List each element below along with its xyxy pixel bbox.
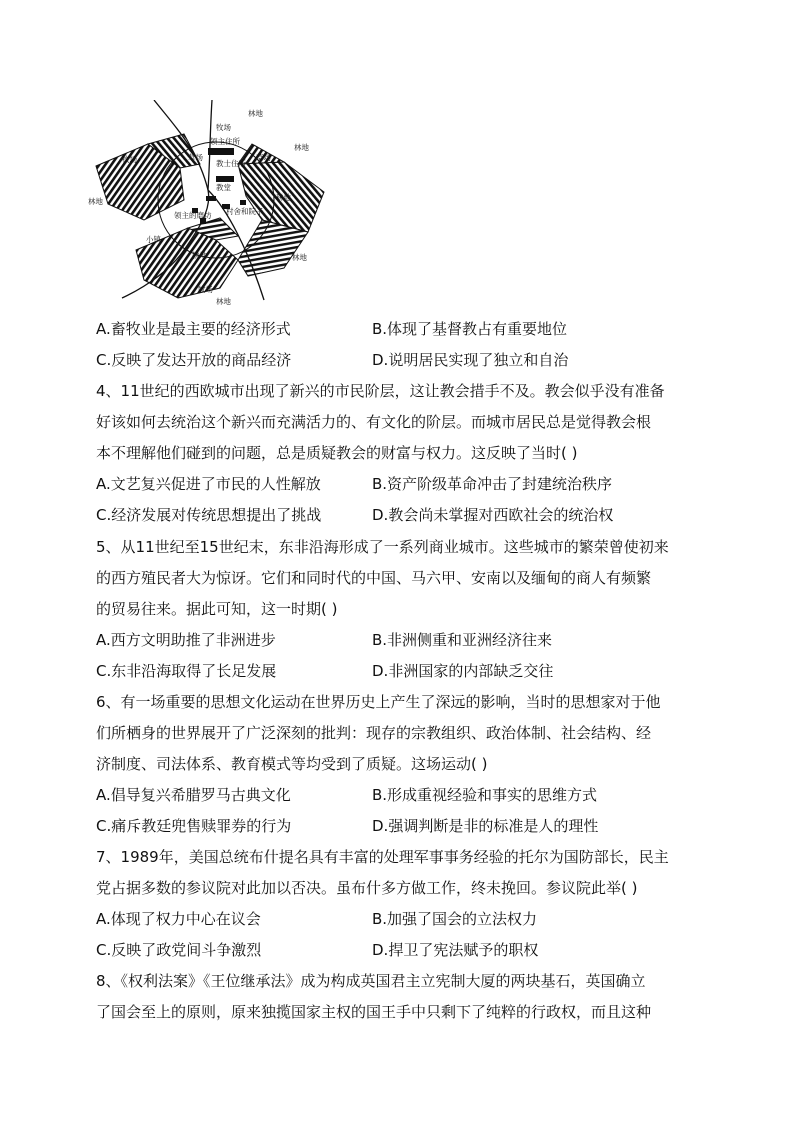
- q4-stem-line-1: 4、11世纪的西欧城市出现了新兴的市民阶层，这让教会措手不及。教会似乎没有准备: [96, 382, 665, 400]
- q5-stem-line-3: 的贸易往来。据此可知，这一时期( ): [96, 600, 338, 618]
- map-label-church: 教堂: [216, 183, 231, 192]
- q7-stem-line-2: 党占据多数的参议院对此加以否决。虽布什多方做工作，终未挽回。参议院此举( ): [96, 879, 638, 897]
- q7-option-a: A.体现了权力中心在议会: [96, 910, 261, 928]
- manor-map-illustration: [88, 100, 328, 306]
- q4-option-d: D.教会尚未掌握对西欧社会的统治权: [372, 506, 614, 524]
- q3-option-c: C.反映了发达开放的商品经济: [96, 351, 292, 369]
- map-label-pasture-left: 牧场: [122, 155, 137, 164]
- q5-option-a: A.西方文明助推了非洲进步: [96, 631, 276, 649]
- q3-option-b: B.体现了基督教占有重要地位: [372, 320, 568, 338]
- q6-stem-line-2: 们所栖身的世界展开了广泛深刻的批判：现存的宗教组织、政治体制、社会结构、经: [96, 724, 652, 742]
- q6-stem-line-1: 6、有一场重要的思想文化运动在世界历史上产生了深远的影响，当时的思想家对于他: [96, 693, 661, 711]
- map-label-mill: 领主的磨坊: [174, 211, 212, 220]
- q6-option-c: C.痛斥教廷兜售赎罪券的行为: [96, 817, 292, 835]
- q7-stem-line-1: 7、1989年，美国总统布什提名具有丰富的处理军事事务经验的托尔为国防部长，民主: [96, 848, 669, 866]
- q3-option-d: D.说明居民实现了独立和自治: [372, 351, 569, 369]
- q4-stem-line-2: 好该如何去统治这个新兴而充满活力的、有文化的阶层。而城市居民总是觉得教会根: [96, 413, 652, 431]
- map-label-clergy: 教士住所: [216, 159, 246, 168]
- q6-option-d: D.强调判断是非的标准是人的理性: [372, 817, 599, 835]
- q5-stem-line-1: 5、从11世纪至15世纪末，东非沿海形成了一系列商业城市。这些城市的繁荣曾使初来: [96, 538, 669, 556]
- map-label-farm-d: 耕地: [192, 251, 207, 260]
- map-label-pasture-top: 牧场: [216, 123, 231, 132]
- map-label-forest-bottom-right: 林地: [292, 253, 307, 262]
- q6-option-b: B.形成重视经验和事实的思维方式: [372, 786, 598, 804]
- q7-option-b: B.加强了国会的立法权力: [372, 910, 538, 928]
- q4-option-a: A.文艺复兴促进了市民的人性解放: [96, 475, 321, 493]
- q5-option-b: B.非洲侧重和亚洲经济往来: [372, 631, 553, 649]
- q6-option-a: A.倡导复兴希腊罗马古典文化: [96, 786, 291, 804]
- map-label-town: 小镇: [146, 235, 161, 244]
- q5-option-d: D.非洲国家的内部缺乏交往: [372, 662, 554, 680]
- map-label-forest-right: 林地: [294, 143, 309, 152]
- q7-option-c: C.反映了政党间斗争激烈: [96, 941, 262, 959]
- map-label-forest-left: 林地: [88, 197, 103, 206]
- map-label-pasture-bottom: 牧场: [198, 285, 213, 294]
- map-label-village: 村舍和院子: [226, 207, 264, 216]
- q3-option-a: A.畜牧业是最主要的经济形式: [96, 320, 291, 338]
- q4-option-b: B.资产阶级革命冲击了封建统治秩序: [372, 475, 613, 493]
- map-label-manor: 领主住所: [210, 137, 240, 146]
- q4-stem-line-3: 本不理解他们碰到的问题，总是质疑教会的财富与权力。这反映了当时( ): [96, 444, 578, 462]
- q5-option-c: C.东非沿海取得了长足发展: [96, 662, 277, 680]
- map-label-farm-c: 耕地: [276, 193, 291, 202]
- map-label-farm-a: 草场: [188, 153, 203, 162]
- q7-option-d: D.捍卫了宪法赋予的职权: [372, 941, 539, 959]
- q6-stem-line-3: 济制度、司法体系、教育模式等均受到了质疑。这场运动( ): [96, 755, 488, 773]
- q4-option-c: C.经济发展对传统思想提出了挑战: [96, 506, 322, 524]
- map-label-farm-b: 草场: [256, 153, 271, 162]
- q5-stem-line-2: 的西方殖民者大为惊讶。它们和同时代的中国、马六甲、安南以及缅甸的商人有频繁: [96, 569, 652, 587]
- manor-map-figure: [88, 100, 328, 306]
- map-label-forest-bottom: 林地: [216, 297, 231, 306]
- q8-stem-line-2: 了国会至上的原则，原来独揽国家主权的国王手中只剩下了纯粹的行政权，而且这种: [96, 1003, 652, 1021]
- map-label-forest-top: 林地: [248, 109, 263, 118]
- q8-stem-line-1: 8、《权利法案》《王位继承法》成为构成英国君主立宪制大厦的两块基石，英国确立: [96, 972, 646, 990]
